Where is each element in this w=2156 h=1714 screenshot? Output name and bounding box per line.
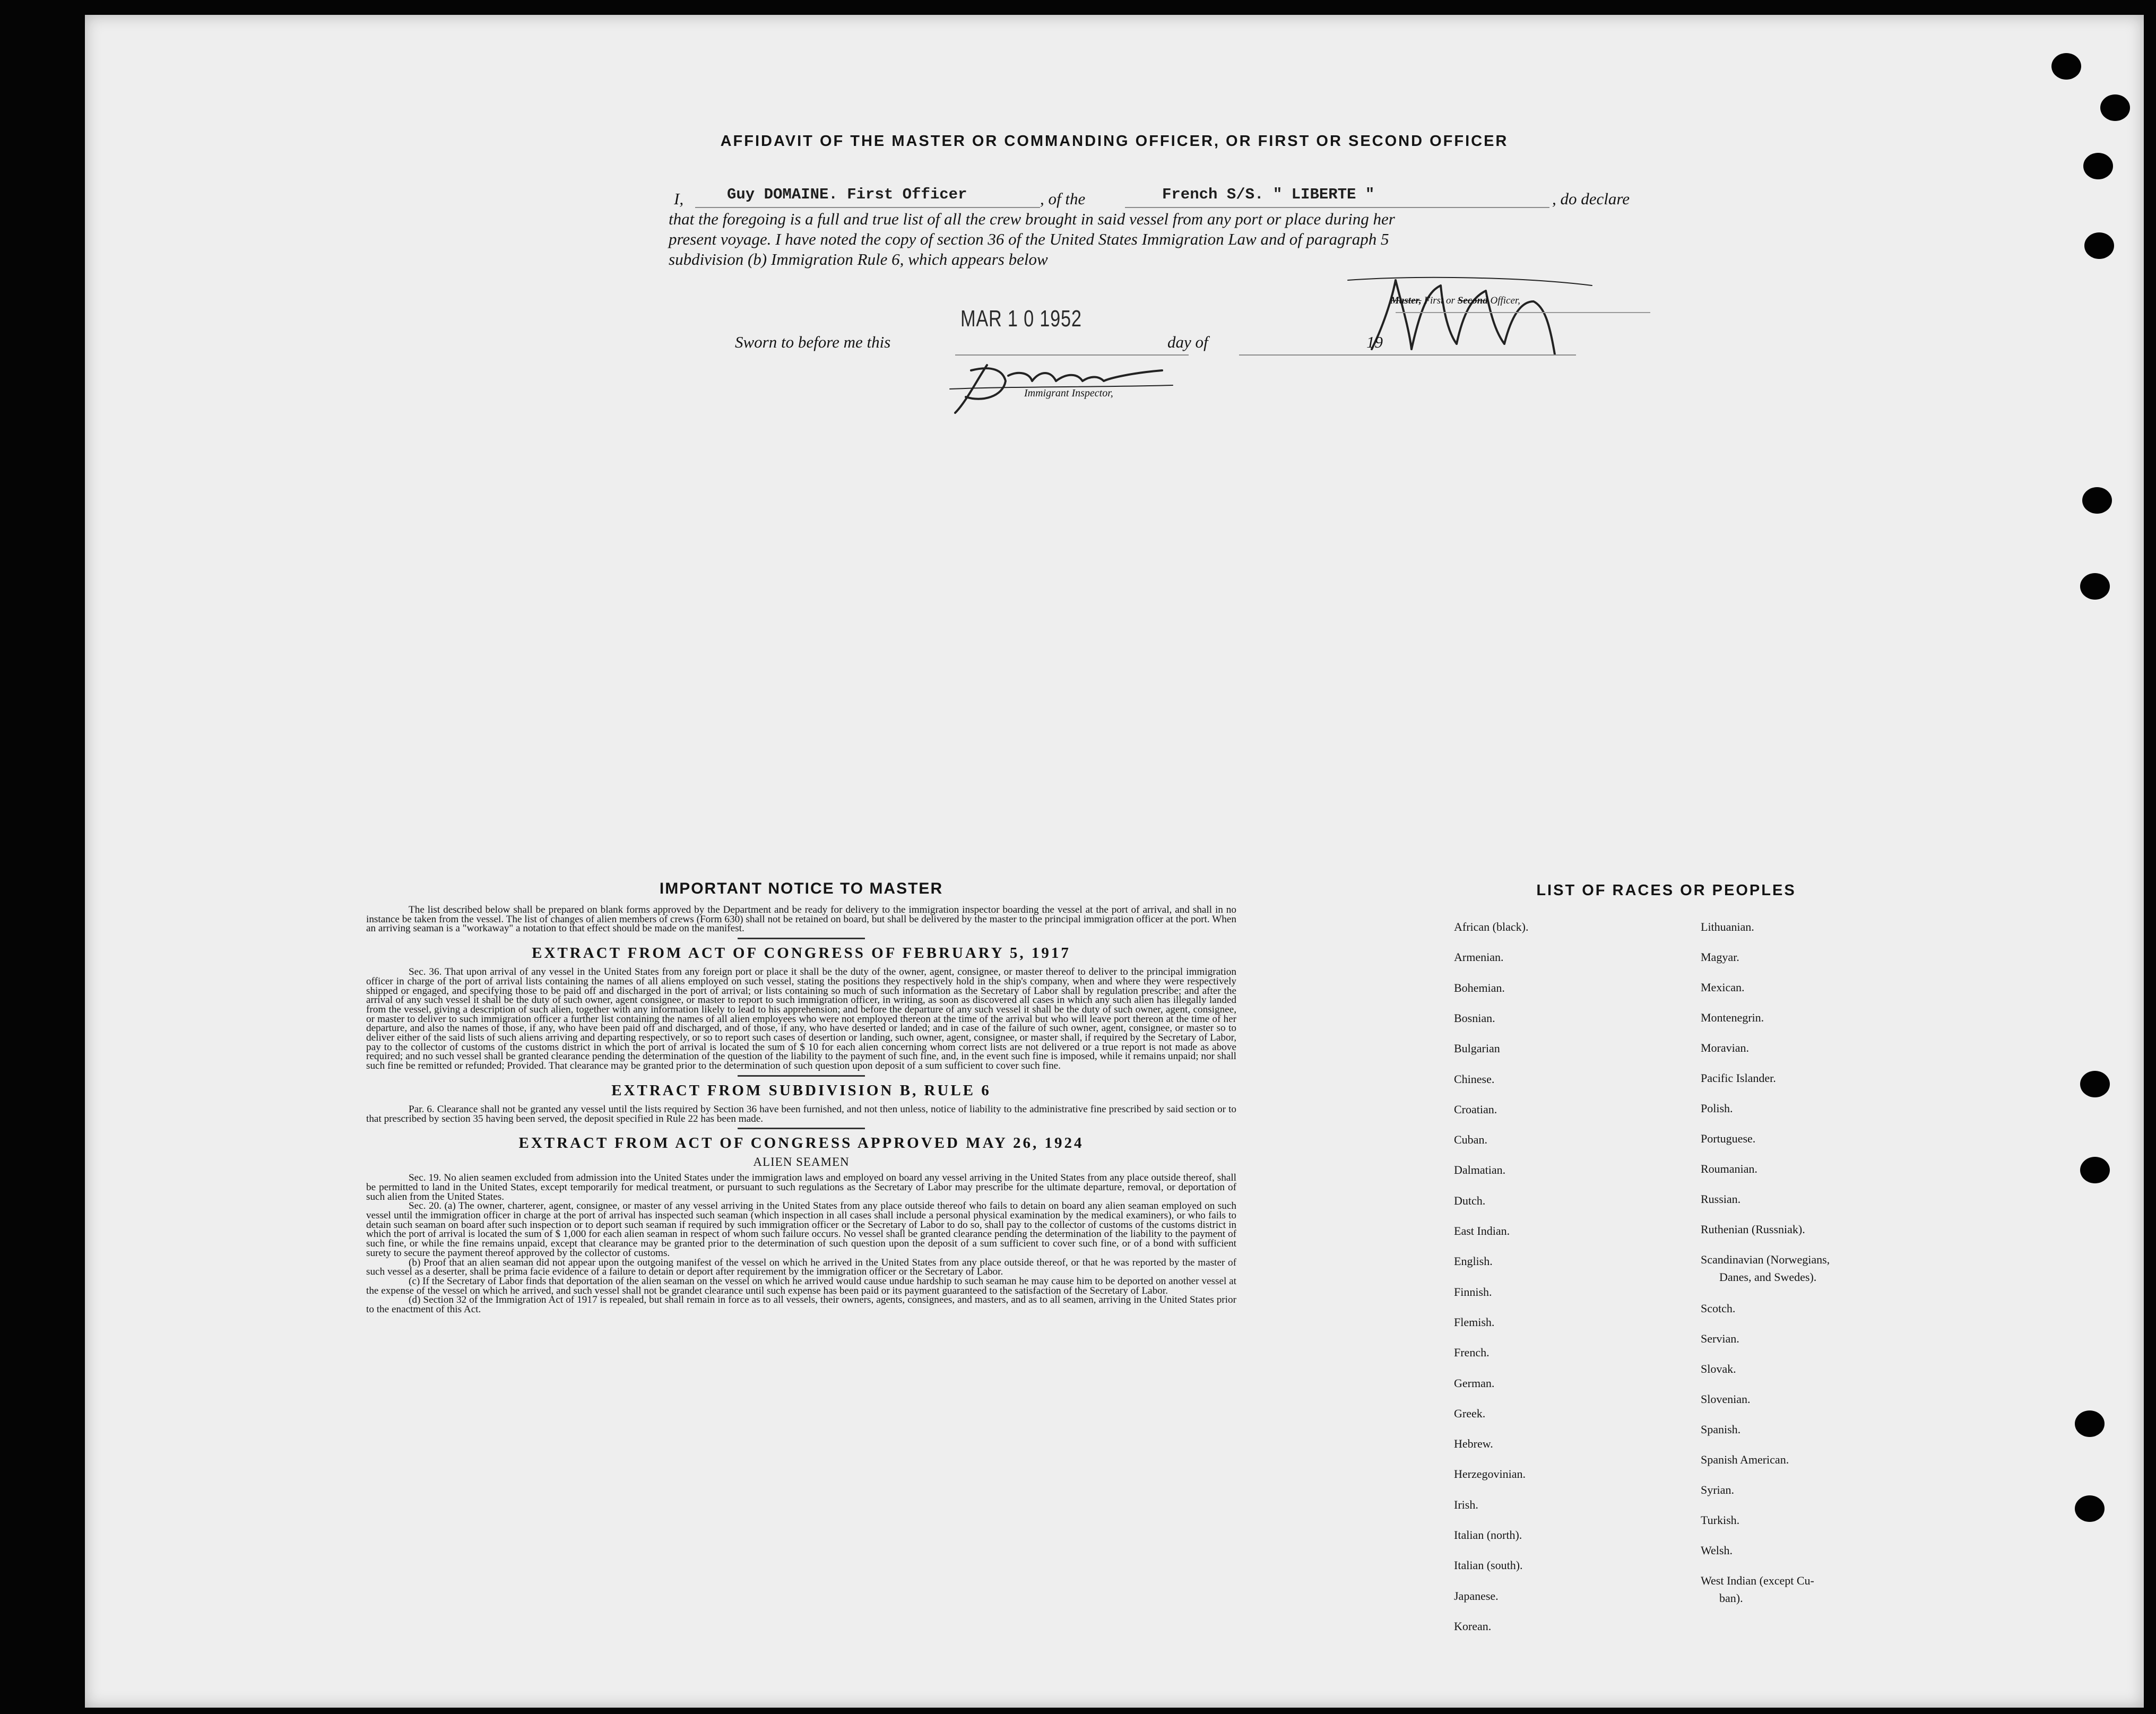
punch-hole <box>2084 232 2114 259</box>
race-item: Servian. <box>1701 1332 1739 1345</box>
races-list-title: LIST OF RACES OR PEOPLES <box>1536 882 1796 899</box>
race-item: Hebrew. <box>1454 1437 1493 1451</box>
punch-hole <box>2083 153 2113 179</box>
race-item: Moravian. <box>1701 1041 1750 1054</box>
declaration-line-3: present voyage. I have noted the copy of section 36 of the United States Immigration Law and of paragraph 5 <box>669 230 1389 248</box>
officer-name-line <box>695 207 1040 208</box>
officer-caption-first: First or <box>1424 295 1455 306</box>
section-20c-text: (c) If the Secretary of Labor finds that deportation of the alien seaman on the vessel on which he arrived would cause undue hardship to such seaman he may cause him to be deported on another vessel at the expense of the vessel on which he arrived, and such vessel shall not be grandet clearance until such expense has been paid or its payment guaranteed to the satisfaction of the Secretary of Labor. <box>366 1275 1236 1296</box>
punch-hole <box>2075 1410 2105 1437</box>
inspector-signature <box>907 349 1183 423</box>
race-item: Montenegrin. <box>1701 1011 1764 1024</box>
divider <box>738 1075 865 1077</box>
divider <box>738 1128 865 1129</box>
officer-name: Guy DOMAINE. First Officer <box>727 186 967 203</box>
race-item: Slovenian. <box>1701 1392 1751 1406</box>
race-item: Cuban. <box>1454 1133 1487 1147</box>
officer-signature-line <box>1396 312 1650 313</box>
race-item: Korean. <box>1454 1619 1492 1633</box>
subdivision-b-title: EXTRACT FROM SUBDIVISION B, RULE 6 <box>611 1081 991 1099</box>
race-item: German. <box>1454 1376 1495 1390</box>
inspector-caption: Immigrant Inspector, <box>1024 387 1113 399</box>
notice-column <box>366 880 1236 1314</box>
document-page <box>85 15 2144 1708</box>
race-item: East Indian. <box>1454 1224 1510 1237</box>
race-item: Armenian. <box>1454 950 1504 964</box>
race-item: Slovak. <box>1701 1362 1736 1375</box>
day-of-text: day of <box>1167 333 1208 351</box>
race-item: Turkish. <box>1701 1513 1740 1527</box>
section-20a-text: Sec. 20. (a) The owner, charterer, agent, consignee, or master of any vessel arriving in the United States from any place outside thereof who fails to detain on board any alien seaman employed on such vessel until the immigration officer in charge at the port of arrival has inspected such seaman (which inspection in all cases shall include a personal physical examination by the medical examiners), or who fails to detain such seaman on board after such inspection or to deport such seaman if required by such immigration officer or the Secretary of Labor to do so, shall pay to the collector of customs of the customs district in which the port of arrival is located the sum of $ 1,000 for each alien seaman in respect of whom such failure occurs. No vessel shall be granted clearance pending the determination of the liability to the payment of such fine, or while the fine remains unpaid, except that clearance may be granted prior to the determination of such question upon the deposit of a sum sufficient to cover such fine, or of a bond with sufficient surety to secure the payment thereof approved by the collector of customs. <box>366 1200 1236 1259</box>
race-item: Portuguese. <box>1701 1132 1756 1145</box>
do-declare-text: , do declare <box>1552 189 1630 208</box>
declarant-prefix: I, <box>674 189 684 208</box>
race-item: Spanish. <box>1701 1423 1741 1436</box>
punch-hole <box>2080 1157 2110 1183</box>
officer-caption-second-struck: Second <box>1457 295 1488 306</box>
race-item: Dutch. <box>1454 1193 1486 1207</box>
alien-seamen-subtitle: ALIEN SEAMEN <box>753 1155 850 1169</box>
race-item: Dalmatian. <box>1454 1163 1506 1177</box>
race-item: English. <box>1454 1254 1493 1268</box>
race-item: ban). <box>1719 1591 1743 1605</box>
race-item: Irish. <box>1454 1497 1478 1511</box>
section-20b-text: (b) Proof that an alien seaman did not appear upon the outgoing manifest of the vessel on which he arrived in the United States from any place outside thereof, or that he was reported by the master of such vessel as a deserter, shall be prima facie evidence of a failure to detain or deport after requirement by the immigration officer or the Secretary of Labor. <box>366 1257 1236 1278</box>
race-item: Roumanian. <box>1701 1162 1757 1175</box>
race-item: Bohemian. <box>1454 981 1505 994</box>
race-item: Mexican. <box>1701 981 1745 994</box>
section-19-text: Sec. 19. No alien seamen excluded from admission into the United States under the immigration laws and employed on board any vessel arriving in the United States from any place outside thereof, shall be permitted to land in the United States, except temporarily for medical treatment, or pursuant to such regulations as the Secretary of Labor may prescribe for the ultimate departure, removal, or deportation of such alien from the United States. <box>366 1172 1236 1202</box>
punch-hole <box>2051 53 2081 80</box>
officer-caption <box>1390 295 1520 307</box>
race-item: Spanish American. <box>1701 1453 1789 1466</box>
date-stamp: MAR 1 0 1952 <box>960 306 1082 332</box>
punch-hole <box>2080 1071 2110 1097</box>
subdivision-b-text: Par. 6. Clearance shall not be granted any vessel until the lists required by Section 36 have been furnished, and not then unless, notice of liability to the administrative fine prescribed by said section or to that prescribed by section 35 having been served, the deposit specified in Rule 22 has been made. <box>366 1103 1236 1124</box>
extract-1924-title: EXTRACT FROM ACT OF CONGRESS APPROVED MAY 26, 1924 <box>518 1135 1084 1152</box>
extract-1917-title: EXTRACT FROM ACT OF CONGRESS OF FEBRUARY 5, 1917 <box>532 945 1071 962</box>
officer-signature <box>1316 270 1645 381</box>
vessel-name-line <box>1125 207 1549 208</box>
section-20d-text: (d) Section 32 of the Immigration Act of 1917 is repealed, but shall remain in force as to all vessels, their owners, agents, consignees, and masters, and as to all seamen, arriving in the United States prior to the enactment of this Act. <box>366 1294 1236 1315</box>
punch-hole <box>2100 94 2130 121</box>
notice-text: The list described below shall be prepared on blank forms approved by the Department and be ready for delivery to the immigration inspector boarding the vessel at the port of arrival, and shall in no instance be taken from the vessel. The list of changes of alien members of crews (Form 630) shall not be retained on board, but shall be delivered by the master to the principal immigration officer at the port. When an arriving seaman is a "workaway" a notation to that effect should be made on the manifest. <box>366 904 1236 934</box>
race-item: Italian (south). <box>1454 1559 1523 1572</box>
race-item: West Indian (except Cu- <box>1701 1574 1814 1587</box>
race-item: Japanese. <box>1454 1589 1499 1603</box>
sworn-text: Sworn to before me this <box>735 333 891 351</box>
declaration-line-4: subdivision (b) Immigration Rule 6, which appears below <box>669 250 1048 269</box>
divider <box>738 938 865 939</box>
race-item: Bosnian. <box>1454 1011 1495 1025</box>
race-item: Polish. <box>1701 1102 1733 1115</box>
year-line <box>1385 354 1576 356</box>
race-item: African (black). <box>1454 920 1529 933</box>
officer-caption-master-struck: Master, <box>1390 295 1422 306</box>
notice-title: IMPORTANT NOTICE TO MASTER <box>659 880 943 897</box>
year-prefix: 19 <box>1366 333 1383 351</box>
officer-caption-officer: Officer, <box>1490 295 1520 306</box>
race-item: Chinese. <box>1454 1072 1495 1086</box>
race-item: Croatian. <box>1454 1102 1497 1116</box>
race-item: Finnish. <box>1454 1285 1492 1299</box>
race-item: Italian (north). <box>1454 1528 1522 1542</box>
race-item: Lithuanian. <box>1701 920 1754 933</box>
race-item: Flemish. <box>1454 1315 1495 1329</box>
race-item: Scandinavian (Norwegians, <box>1701 1253 1830 1266</box>
race-item: Magyar. <box>1701 950 1739 964</box>
race-item: Scotch. <box>1701 1302 1736 1315</box>
race-item: Welsh. <box>1701 1544 1733 1557</box>
of-the-text: , of the <box>1040 189 1086 208</box>
punch-hole <box>2075 1495 2105 1522</box>
race-item: Ruthenian (Russniak). <box>1701 1223 1805 1236</box>
race-item: Pacific Islander. <box>1701 1071 1776 1085</box>
race-item: Syrian. <box>1701 1483 1734 1496</box>
affidavit-title: AFFIDAVIT OF THE MASTER OR COMMANDING OFFICER, OR FIRST OR SECOND OFFICER <box>720 133 1509 150</box>
punch-hole <box>2082 487 2112 514</box>
race-item: Russian. <box>1701 1192 1741 1206</box>
extract-1917-text: Sec. 36. That upon arrival of any vessel in the United States from any foreign port or place it shall be the duty of the owner, agent, consignee, or master thereof to deliver to the principal immigration officer in charge of the port of arrival lists containing the names of all aliens employed on such vessel, stating the positions they respectively hold in the ship's company, when and where they were respectively shipped or engaged, and specifying those to be paid off and discharged in the port of arrival; or lists containing so much of such information as the Secretary of Labor shall by regulation prescribe; and after the arrival of any such vessel it shall be the duty of such owner, agent consignee, or master to report to such immigration officer, in writing, as soon as discovered all cases in which any such alien has illegally landed from the vessel, giving a description of such alien, together with any information likely to lead to his apprehension; and before the departure of any such vessel it shall be the duty of such owner, agent, consignee, or master to deliver to such immigration officer a further list containing the names of all alien employees who were not employed thereon at the time of the arrival but who will leave port thereon at the time of her departure, and also the names of those, if any, who have been paid off and discharged, and of those, if any, who have deserted or landed; and in case of the failure of such owner, agent, consignee, or master so to deliver either of the said lists of such aliens arriving and departing respectively, or so to report such cases of desertion or landing, such owner, agent, consignee, or master shall, if required by the Secretary of Labor, pay to the collector of customs of the customs district in which the port of arrival is located the sum of $ 10 for each alien concerning whom correct lists are not delivered or a true report is not made as above required; and no such vessel shall be granted clearance pending the determination of the question of the liability to the payment of such fine, and, in the event such fine is imposed, while it remains unpaid; nor shall such fine be remitted or refunded; Provided. That clearance may be granted prior to the determination of such question upon deposit of a sum sufficient to cover such fine. <box>366 966 1236 1072</box>
race-item: Bulgarian <box>1454 1042 1500 1055</box>
race-item: Danes, and Swedes). <box>1719 1270 1817 1284</box>
race-item: Herzegovinian. <box>1454 1467 1526 1481</box>
punch-hole <box>2080 573 2110 600</box>
vessel-name: French S/S. " LIBERTE " <box>1162 186 1375 203</box>
declaration-line-2: that the foregoing is a full and true list of all the crew brought in said vessel from any port or place during her <box>669 210 1395 228</box>
race-item: French. <box>1454 1346 1490 1360</box>
race-item: Greek. <box>1454 1406 1486 1420</box>
